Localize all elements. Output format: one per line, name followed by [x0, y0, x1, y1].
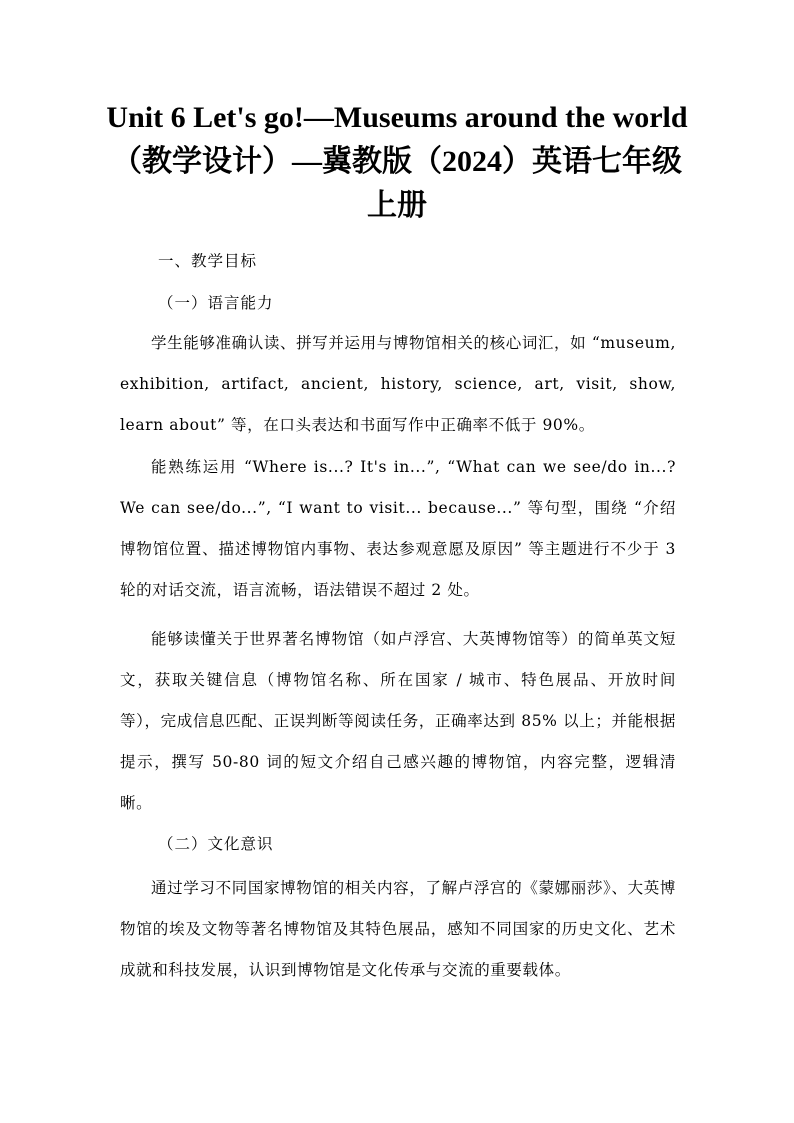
subsection-heading-cultural-awareness: （二）文化意识: [158, 835, 274, 853]
document-title: Unit 6 Let's go!—Museums around the world（教学设计）—冀教版（2024）英语七年级上册: [106, 101, 688, 222]
paragraph-vocabulary-goal: 学生能够准确认读、拼写并运用与博物馆相关的核心词汇，如 “museum, exhibition, artifact, ancient, history, science, art, visit, show, learn about” 等，在口头表达和书面写作中正确率不低于 90%。: [120, 334, 676, 434]
paragraph-cultural-goal: 通过学习不同国家博物馆的相关内容，了解卢浮宫的《蒙娜丽莎》、大英博物馆的埃及文物等著名博物馆及其特色展品，感知不同国家的历史文化、艺术成就和科技发展，认识到博物馆是文化传承与交流的重要载体。: [120, 879, 676, 979]
section-heading-teaching-objectives: 一、教学目标: [158, 252, 258, 270]
paragraph-sentence-patterns-goal: 能熟练运用 “Where is...? It's in...”, “What can we see/do in...? We can see/do...”, “I want to visit... because...” 等句型，围绕 “介绍博物馆位置、描述博物馆内事物、表达参观意愿及原因” 等主题进行不少于 3 轮的对话交流，语言流畅，语法错误不超过 2 处。: [120, 458, 676, 599]
paragraph-reading-writing-goal: 能够读懂关于世界著名博物馆（如卢浮宫、大英博物馆等）的简单英文短文，获取关键信息（博物馆名称、所在国家 / 城市、特色展品、开放时间等），完成信息匹配、正误判断等阅读任务，正确率达到 85% 以上；并能根据提示，撰写 50-80 词的短文介绍自己感兴趣的博物馆，内容完整，逻辑清晰。: [120, 630, 676, 812]
subsection-heading-language-ability: （一）语言能力: [158, 294, 274, 312]
